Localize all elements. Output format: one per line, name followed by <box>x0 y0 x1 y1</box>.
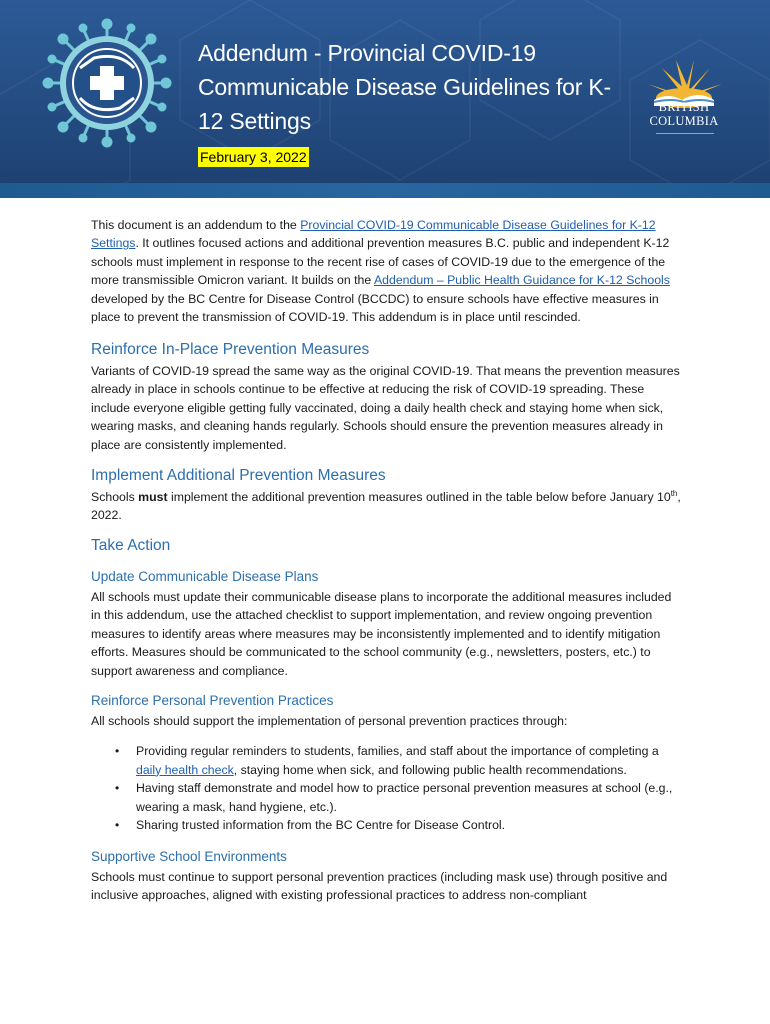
covid-virus-logo <box>42 18 172 148</box>
document-title: Addendum - Provincial COVID-19 Communicable Disease Guidelines for K-12 Settings <box>198 40 611 134</box>
personal-intro: All schools should support the implementation of personal prevention practices through: <box>91 714 568 728</box>
bc-wordmark <box>640 100 728 128</box>
supportive-section <box>91 848 683 905</box>
bullet-1-text-2: , staying home when sick, and following public health recommendations. <box>233 762 627 777</box>
additional-bold-must: must <box>138 490 168 504</box>
heading-update-plans: Update Communicable Disease Plans <box>91 569 319 584</box>
bullet: • <box>115 818 120 833</box>
reinforce-paragraph: Variants of COVID-19 spread the same way as the original COVID-19. That means the prevention measures already in place in schools continue to be effective at reducing the risk of COVID-19 spreading. These include everyone eligible getting fully vaccinated, doing a daily health check and staying home when sick, wearing masks, and cleaning hands regularly. Schools should ensure the prevention measures already in place are consistently implemented. <box>91 364 680 452</box>
list-item <box>91 816 683 834</box>
link-provincial-guidelines[interactable]: Provincial COVID-19 Communicable Disease Guidelines for K-12 Settings <box>91 218 656 251</box>
document-date: February 3, 2022 <box>200 149 307 165</box>
intro-text-1: This document is an addendum to the <box>91 218 301 232</box>
intro-section <box>91 216 683 326</box>
bc-wordmark-line1: BRITISH <box>658 100 710 114</box>
heading-additional: Implement Additional Prevention Measures <box>91 467 386 484</box>
personal-section <box>91 692 683 834</box>
heading-reinforce: Reinforce In-Place Prevention Measures <box>91 341 370 358</box>
heading-personal: Reinforce Personal Prevention Practices <box>91 693 334 708</box>
supportive-paragraph: Schools must continue to support personal prevention practices (including mask use) through positive and inclusive approaches, aligned with existing professional practices to address non-compliant <box>91 870 668 903</box>
heading-take-action: Take Action <box>91 537 171 554</box>
heading-supportive: Supportive School Environments <box>91 849 287 864</box>
bc-wordmark-line2: COLUMBIA <box>649 114 719 128</box>
additional-section <box>91 466 683 525</box>
link-addendum-public-health[interactable]: Addendum – Public Health Guidance for K-12 Schools <box>373 273 670 288</box>
bc-logo-rule <box>656 133 714 134</box>
personal-list <box>91 742 683 834</box>
intro-text-3: developed by the BC Centre for Disease Control (BCCDC) to ensure schools have effective measures in place to prevent the transmission of COVID-19. This addendum is in place until rescinded. <box>91 291 659 325</box>
additional-text-3: , 2022. <box>91 490 681 523</box>
additional-sup: th <box>670 488 678 498</box>
bullet-2-text: Having staff demonstrate and model how to practice personal prevention measures at school (e.g., wearing a mask, hand hygiene, etc.). <box>136 781 673 814</box>
additional-text-1: Schools <box>91 490 139 504</box>
additional-text-2: implement the additional prevention measures outlined in the table below before January 10 <box>167 490 671 504</box>
intro-paragraph <box>91 216 683 326</box>
take-action-section <box>91 536 683 556</box>
update-plans-section <box>91 568 683 680</box>
link-daily-health-check[interactable]: daily health check <box>136 762 234 777</box>
additional-paragraph <box>91 488 683 525</box>
intro-text-2: . It outlines focused actions and additional prevention measures B.C. public and independent K-12 schools must implement in response to the recent rise of cases of COVID-19 due to the emergence of the more transmissible Omicron variant. It builds on the <box>91 236 670 288</box>
list-item <box>91 779 683 816</box>
bullet: • <box>115 744 120 759</box>
banner-stripe <box>0 183 770 198</box>
bullet-3-text: Sharing trusted information from the BC Centre for Disease Control. <box>136 818 506 833</box>
reinforce-section <box>91 340 683 454</box>
bullet-1-text-1: Providing regular reminders to students, families, and staff about the importance of completing a <box>136 744 659 759</box>
bullet: • <box>115 781 120 796</box>
update-plans-paragraph: All schools must update their communicable disease plans to incorporate the additional measures included in this addendum, use the attached checklist to support implementation, and review ongoing prevention measures to identify areas where measures may be inconsistently implemented and to identify mitigation efforts. Measures should be communicated to the school community (e.g., newsletters, posters, etc.) to support awareness and compliance. <box>91 590 672 678</box>
list-item <box>91 742 683 779</box>
header-banner <box>0 0 770 198</box>
